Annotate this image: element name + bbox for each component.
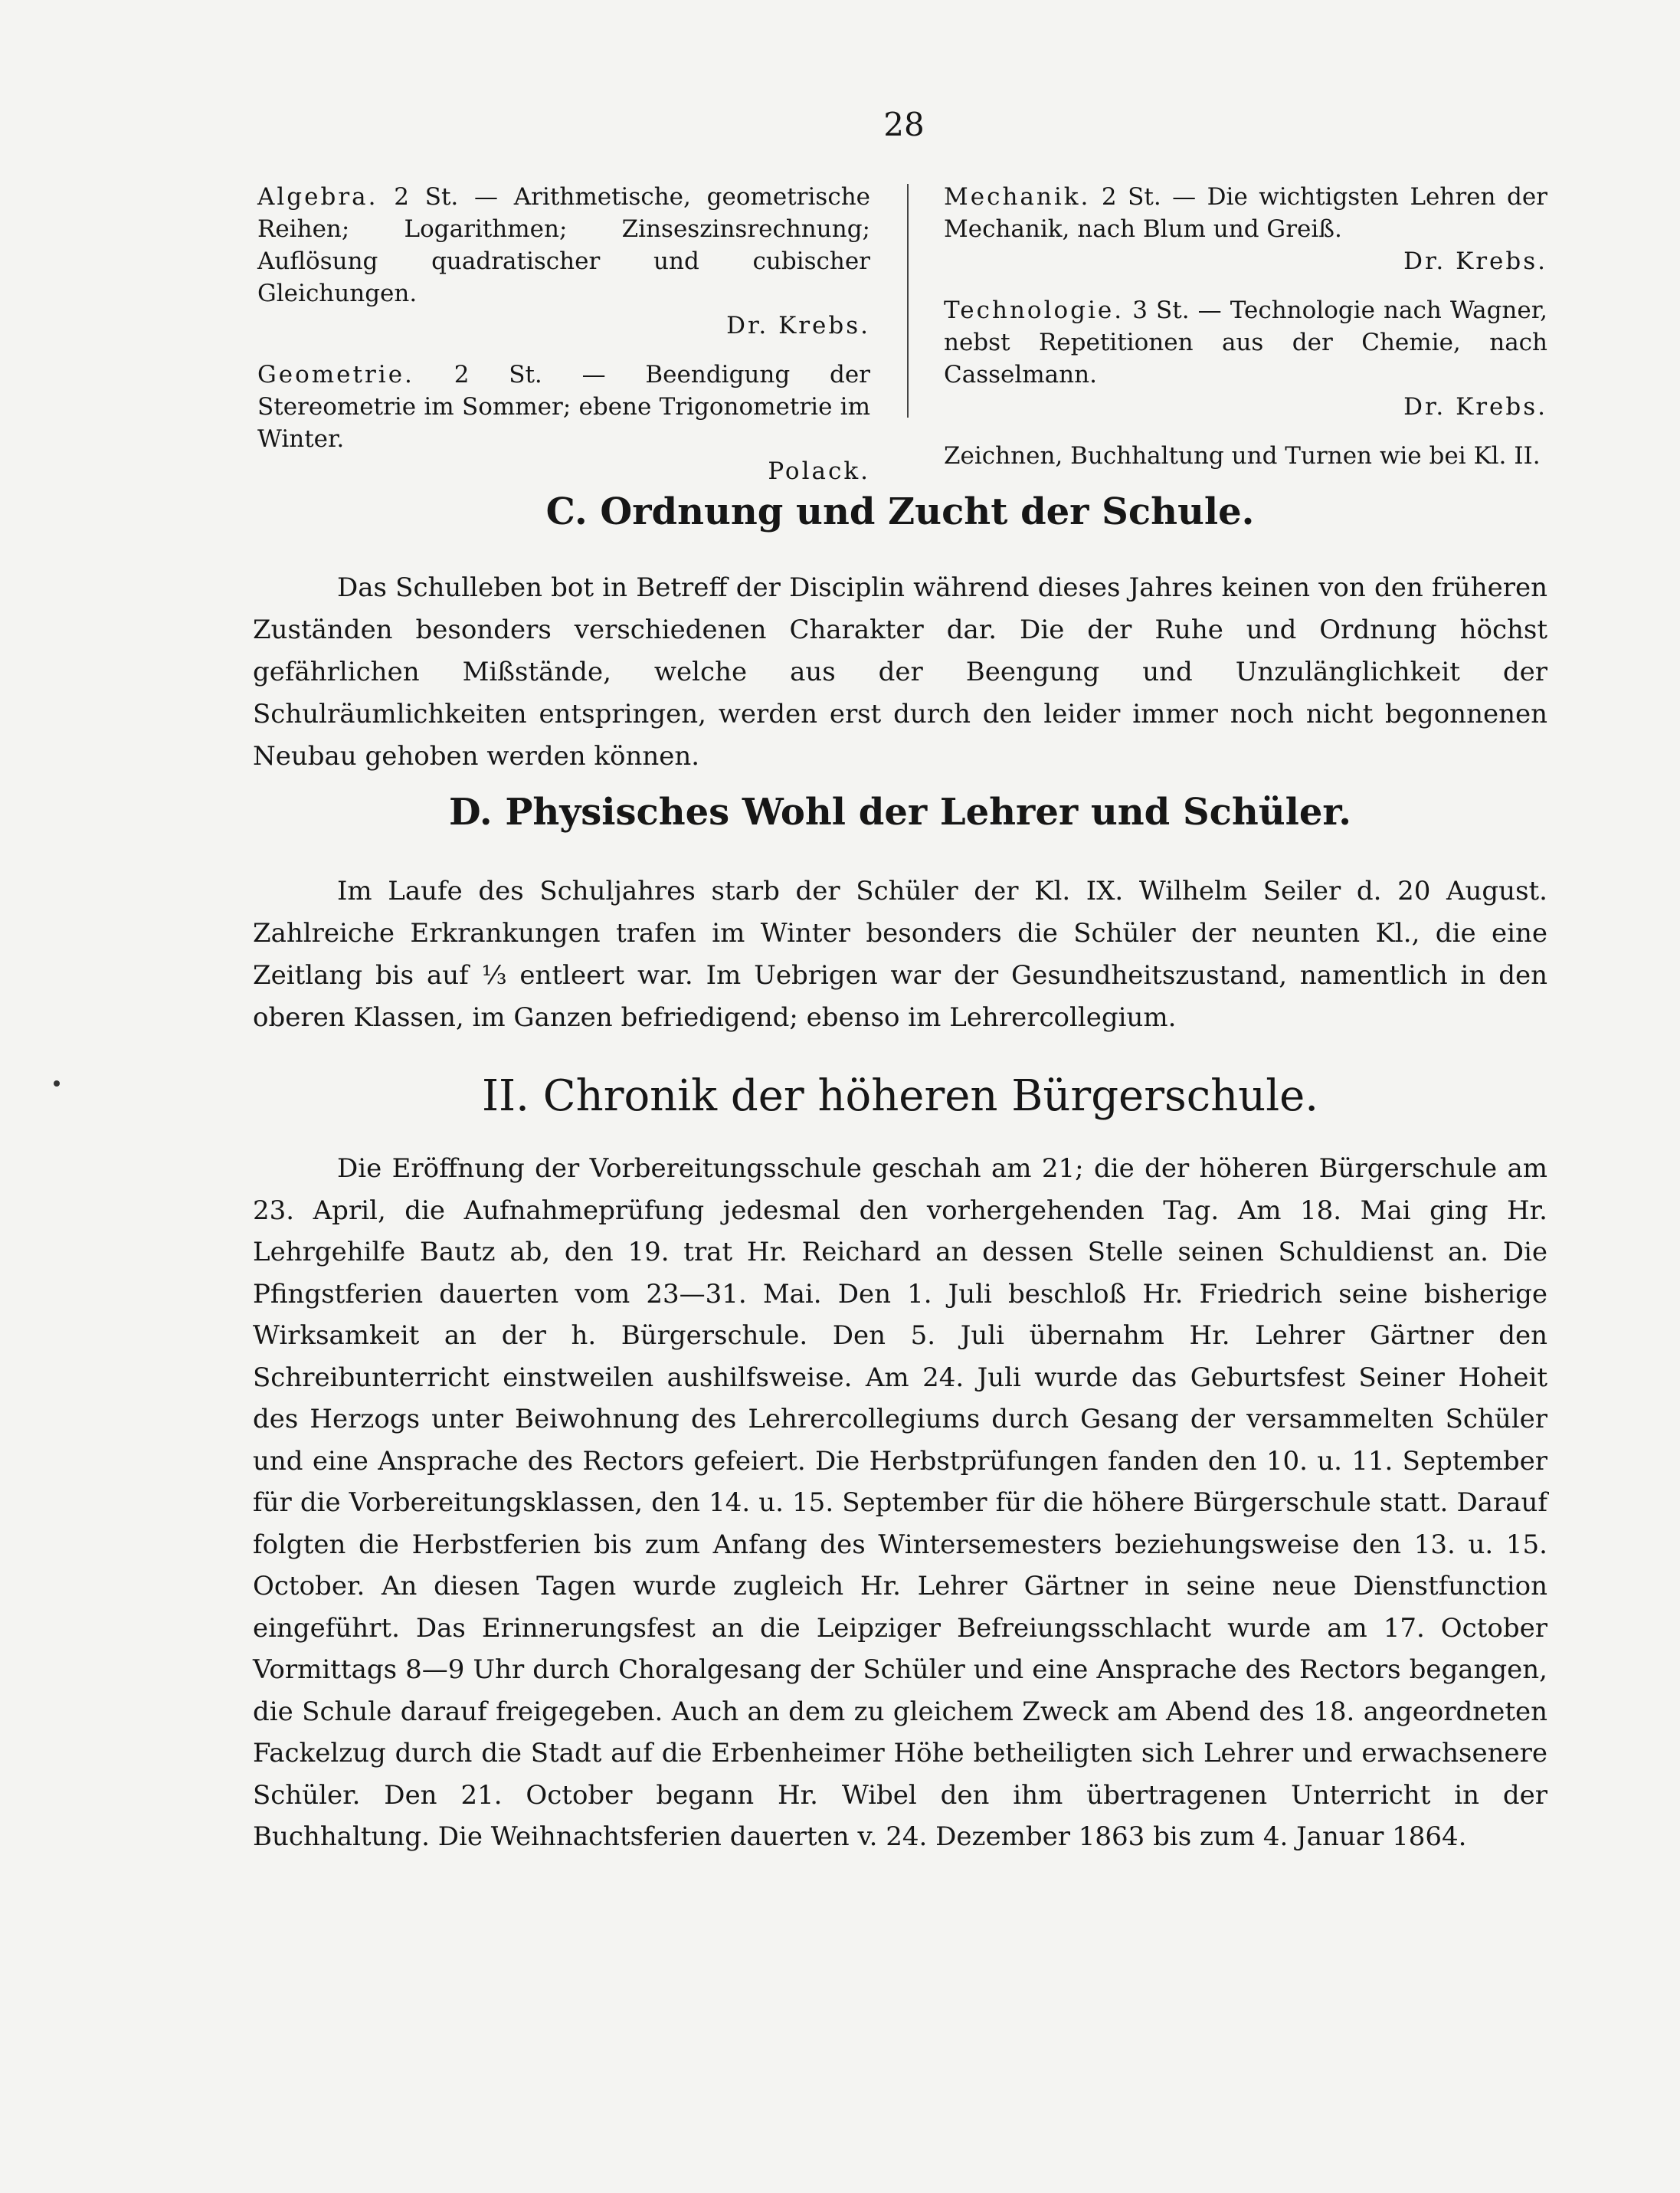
teacher-name: Dr. Krebs. bbox=[1403, 393, 1547, 421]
subject-label: Algebra. bbox=[257, 183, 378, 211]
section-c-heading: C. Ordnung und Zucht der Schule. bbox=[545, 490, 1255, 533]
subject-entry-geometrie bbox=[257, 359, 870, 487]
page-number: 28 bbox=[883, 106, 925, 143]
section-d-heading: D. Physisches Wohl der Lehrer und Schüler. bbox=[449, 791, 1351, 834]
ink-speck bbox=[54, 1080, 60, 1087]
subject-text: 2 St. — Arithmetische, geometrische Reihen; Logarithmen; Zinseszinsrechnung; Auflösung quadratischer und cubischer Gleichungen. bbox=[257, 183, 871, 307]
left-column bbox=[257, 181, 870, 504]
teacher-name: Polack. bbox=[768, 457, 870, 485]
subject-entry-technologie bbox=[944, 294, 1547, 423]
teacher-name: Dr. Krebs. bbox=[1403, 247, 1547, 275]
subject-entry-algebra bbox=[257, 181, 870, 342]
subject-label: Mechanik. bbox=[944, 183, 1091, 211]
subject-label: Technologie. bbox=[944, 297, 1125, 324]
subject-entry-mechanik bbox=[944, 181, 1547, 277]
column-divider bbox=[907, 184, 909, 418]
section-ii-text: Die Eröffnung der Vorbereitungsschule geschah am 21; die der höheren Bürgerschule am 23. April, die Aufnahmeprüfung jedesmal den vorhergehenden Tag. Am 18. Mai ging Hr. Lehrgehilfe Bautz ab, den 19. trat Hr. Reichard an dessen Stelle seinen Schuldienst an. Die Pfingstferien dauerten vom 23—31. Mai. Den 1. Juli beschloß Hr. Friedrich seine bisherige Wirksamkeit an der h. Bürgerschule. Den 5. Juli übernahm Hr. Lehrer Gärtner den Schreibunterricht einstweilen aushilfsweise. Am 24. Juli wurde das Geburtsfest Seiner Hoheit des Herzogs unter Beiwohnung des Lehrercollegiums durch Gesang der versammelten Schüler und eine Ansprache des Rectors gefeiert. Die Herbstprüfungen fanden den 10. u. 11. September für die Vorbereitungsklassen, den 14. u. 15. September für die höhere Bürgerschule statt. Darauf folgten die Herbstferien bis zum Anfang des Wintersemesters beziehungsweise den 13. u. 15. October. An diesen Tagen wurde zugleich Hr. Lehrer Gärtner in seine neue Dienstfunction eingeführt. Das Erinnerungsfest an die Leipziger Befreiungsschlacht wurde am 17. October Vormittags 8—9 Uhr durch Choralgesang der Schüler und eine Ansprache des Rectors begangen, die Schule darauf freigegeben. Auch an dem zu gleichem Zweck am Abend des 18. angeordneten Fackelzug durch die Stadt auf die Erbenheimer Höhe betheiligten sich Lehrer und erwachsenere Schüler. Den 21. October begann Hr. Wibel den ihm übertragenen Unterricht in der Buchhaltung. Die Weihnachtsferien dauerten v. 24. Dezember 1863 bis zum 4. Januar 1864. bbox=[253, 1153, 1547, 1852]
section-d-text: Im Laufe des Schuljahres starb der Schüler der Kl. IX. Wilhelm Seiler d. 20 August. Zahlreiche Erkrankungen trafen im Winter besonders die Schüler der neunten Kl., die eine Zeitlang bis auf ⅓ entleert war. Im Uebrigen war der Gesundheitszustand, namentlich in den oberen Klassen, im Ganzen befriedigend; ebenso im Lehrercollegium. bbox=[253, 876, 1547, 1033]
right-column bbox=[944, 181, 1547, 489]
subject-text: 3 St. — Technologie nach Wagner, nebst Repetitionen aus der Chemie, nach Casselmann. bbox=[944, 297, 1547, 388]
teacher-name: Dr. Krebs. bbox=[726, 312, 870, 339]
subject-text: 2 St. — Beendigung der Stereometrie im Sommer; ebene Trigonometrie im Winter. bbox=[257, 361, 871, 453]
section-c-text: Das Schulleben bot in Betreff der Disciplin während dieses Jahres keinen von den früheren Zuständen besonders verschiedenen Charakter dar. Die der Ruhe und Ordnung höchst gefährlichen Mißstände, welche aus der Beengung und Unzulänglichkeit der Schulräumlichkeiten entspringen, werden erst durch den leider immer noch nicht begonnenen Neubau gehoben werden können. bbox=[253, 572, 1547, 772]
section-ii-heading: II. Chronik der höheren Bürgerschule. bbox=[481, 1071, 1319, 1121]
subject-text: 2 St. — Die wichtigsten Lehren der Mechanik, nach Blum und Greiß. bbox=[944, 183, 1547, 243]
subject-entry-other bbox=[944, 440, 1547, 472]
subject-label: Geometrie. bbox=[257, 361, 414, 388]
subject-text: Zeichnen, Buchhaltung und Turnen wie bei Kl. II. bbox=[944, 442, 1541, 470]
